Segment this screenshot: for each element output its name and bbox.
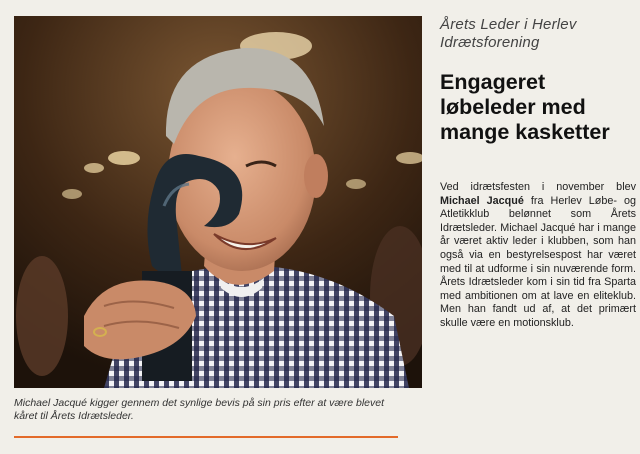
- article-body: [440, 181, 636, 331]
- article-kicker: Årets Leder i Herlev Idrætsforening: [440, 16, 577, 51]
- photo-illustration: [14, 16, 422, 388]
- article-headline: Engageret løbeleder med mange kasketter: [440, 70, 610, 144]
- caption-divider: [14, 436, 398, 438]
- body-rest: fra Herlev Løbe- og Atletikklub belønnet som Årets Idrætsleder. Michael Jacqué har i mange år været aktiv leder i klubben, som han også via en bestyrelsespost har været med til at udforme i sin nuværende form. Årets Idrætsleder kom i sin tid fra Sparta med ambitionen om at lave en eliteklub. Men han fandt ud af, at det primært skulle være en motionsklub.: [440, 194, 637, 329]
- body-intro: Ved idrætsfesten i november blev: [440, 181, 636, 193]
- body-name: Michael Jacqué: [440, 194, 524, 207]
- photo-caption: Michael Jacqué kigger gennem det synlige bevis på sin pris efter at være blevet kåret til Årets Idrætsleder.: [14, 397, 385, 422]
- portrait-photo: [14, 16, 422, 388]
